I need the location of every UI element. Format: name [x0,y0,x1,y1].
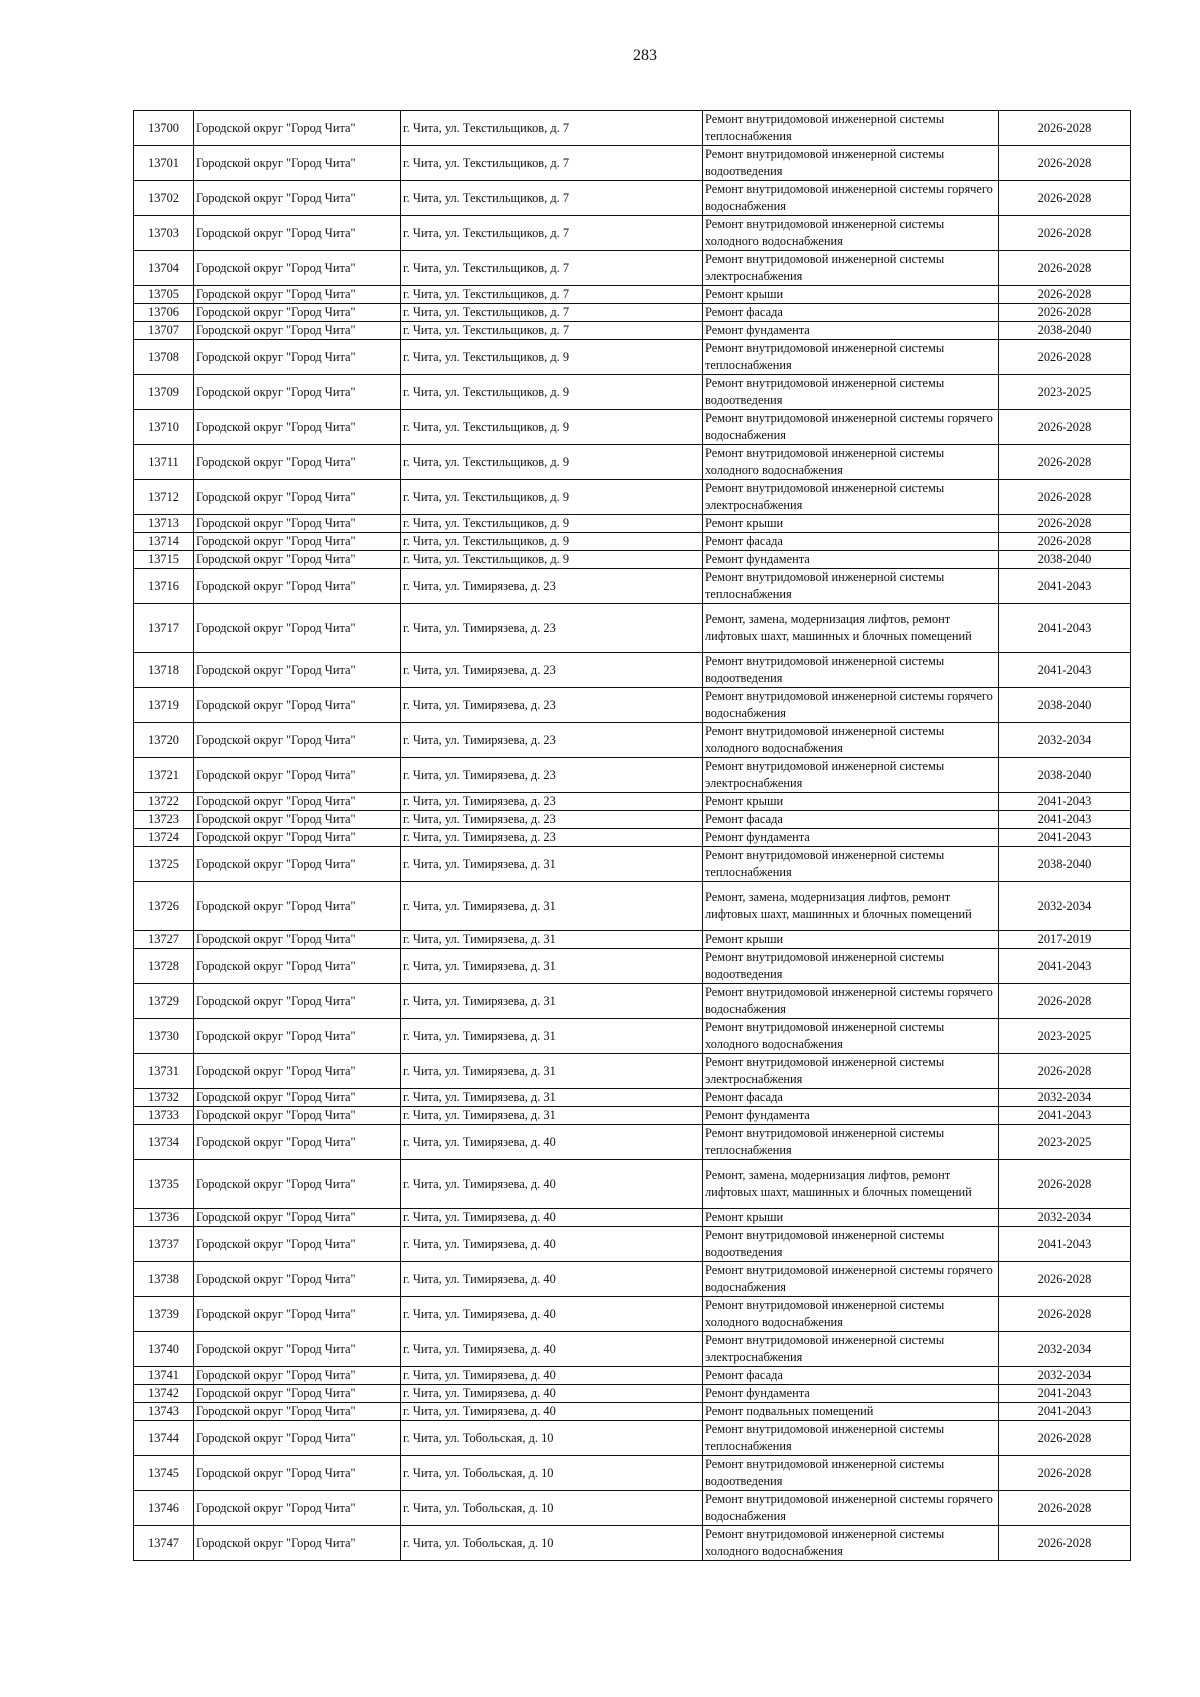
row-number-cell: 13744 [134,1421,194,1456]
period-cell: 2041-2043 [999,653,1131,688]
period-cell: 2026-2028 [999,1160,1131,1209]
work-type-cell: Ремонт, замена, модернизация лифтов, ремонт лифтовых шахт, машинных и блочных помещений [703,882,999,931]
municipality-cell: Городской округ "Город Чита" [194,410,401,445]
address-cell: г. Чита, ул. Тимирязева, д. 40 [401,1227,703,1262]
municipality-cell: Городской округ "Город Чита" [194,758,401,793]
work-type-cell: Ремонт внутридомовой инженерной системы горячего водоснабжения [703,410,999,445]
row-number-cell: 13726 [134,882,194,931]
address-cell: г. Чита, ул. Тимирязева, д. 23 [401,653,703,688]
municipality-cell: Городской округ "Город Чита" [194,480,401,515]
table-row [134,931,1131,949]
period-cell: 2026-2028 [999,1297,1131,1332]
work-type-cell: Ремонт внутридомовой инженерной системы электроснабжения [703,251,999,286]
row-number-cell: 13713 [134,515,194,533]
municipality-cell: Городской округ "Город Чита" [194,1107,401,1125]
municipality-cell: Городской округ "Город Чита" [194,984,401,1019]
municipality-cell: Городской округ "Город Чита" [194,1125,401,1160]
row-number-cell: 13736 [134,1209,194,1227]
address-cell: г. Чита, ул. Тимирязева, д. 23 [401,811,703,829]
work-type-cell: Ремонт внутридомовой инженерной системы холодного водоснабжения [703,445,999,480]
work-type-cell: Ремонт внутридомовой инженерной системы теплоснабжения [703,111,999,146]
period-cell: 2038-2040 [999,758,1131,793]
work-type-cell: Ремонт внутридомовой инженерной системы электроснабжения [703,480,999,515]
table-row [134,304,1131,322]
table-row [134,1526,1131,1561]
municipality-cell: Городской округ "Город Чита" [194,604,401,653]
period-cell: 2026-2028 [999,1054,1131,1089]
table-row [134,286,1131,304]
work-type-cell: Ремонт крыши [703,515,999,533]
address-cell: г. Чита, ул. Текстильщиков, д. 9 [401,515,703,533]
municipality-cell: Городской округ "Город Чита" [194,1385,401,1403]
period-cell: 2026-2028 [999,146,1131,181]
table-row [134,811,1131,829]
period-cell: 2026-2028 [999,111,1131,146]
row-number-cell: 13728 [134,949,194,984]
municipality-cell: Городской округ "Город Чита" [194,551,401,569]
period-cell: 2041-2043 [999,1107,1131,1125]
address-cell: г. Чита, ул. Текстильщиков, д. 9 [401,533,703,551]
municipality-cell: Городской округ "Город Чита" [194,251,401,286]
address-cell: г. Чита, ул. Тимирязева, д. 40 [401,1125,703,1160]
address-cell: г. Чита, ул. Тимирязева, д. 31 [401,931,703,949]
address-cell: г. Чита, ул. Текстильщиков, д. 9 [401,410,703,445]
period-cell: 2023-2025 [999,375,1131,410]
row-number-cell: 13717 [134,604,194,653]
municipality-cell: Городской округ "Город Чита" [194,793,401,811]
row-number-cell: 13719 [134,688,194,723]
work-type-cell: Ремонт внутридомовой инженерной системы холодного водоснабжения [703,1297,999,1332]
work-type-cell: Ремонт фундамента [703,829,999,847]
address-cell: г. Чита, ул. Тобольская, д. 10 [401,1456,703,1491]
address-cell: г. Чита, ул. Тимирязева, д. 40 [401,1160,703,1209]
table-row [134,216,1131,251]
period-cell: 2026-2028 [999,1526,1131,1561]
municipality-cell: Городской округ "Город Чита" [194,375,401,410]
page-number: 283 [633,47,657,64]
municipality-cell: Городской округ "Город Чита" [194,146,401,181]
address-cell: г. Чита, ул. Тимирязева, д. 31 [401,1089,703,1107]
table-row [134,375,1131,410]
work-type-cell: Ремонт внутридомовой инженерной системы электроснабжения [703,758,999,793]
address-cell: г. Чита, ул. Тобольская, д. 10 [401,1491,703,1526]
period-cell: 2017-2019 [999,931,1131,949]
address-cell: г. Чита, ул. Тимирязева, д. 23 [401,688,703,723]
address-cell: г. Чита, ул. Тимирязева, д. 23 [401,793,703,811]
municipality-cell: Городской округ "Город Чита" [194,1456,401,1491]
table-row [134,829,1131,847]
period-cell: 2041-2043 [999,604,1131,653]
period-cell: 2032-2034 [999,882,1131,931]
table-row [134,146,1131,181]
table-row [134,1089,1131,1107]
period-cell: 2026-2028 [999,304,1131,322]
work-type-cell: Ремонт фундамента [703,551,999,569]
row-number-cell: 13701 [134,146,194,181]
work-type-cell: Ремонт внутридомовой инженерной системы горячего водоснабжения [703,1491,999,1526]
work-type-cell: Ремонт внутридомовой инженерной системы теплоснабжения [703,1125,999,1160]
row-number-cell: 13712 [134,480,194,515]
work-type-cell: Ремонт внутридомовой инженерной системы водоотведения [703,146,999,181]
row-number-cell: 13714 [134,533,194,551]
period-cell: 2041-2043 [999,949,1131,984]
address-cell: г. Чита, ул. Текстильщиков, д. 9 [401,551,703,569]
period-cell: 2026-2028 [999,251,1131,286]
row-number-cell: 13706 [134,304,194,322]
table-row [134,604,1131,653]
period-cell: 2041-2043 [999,829,1131,847]
table-row [134,1209,1131,1227]
municipality-cell: Городской округ "Город Чита" [194,1262,401,1297]
row-number-cell: 13708 [134,340,194,375]
municipality-cell: Городской округ "Город Чита" [194,569,401,604]
table-row [134,1160,1131,1209]
address-cell: г. Чита, ул. Текстильщиков, д. 7 [401,146,703,181]
address-cell: г. Чита, ул. Тимирязева, д. 31 [401,1019,703,1054]
row-number-cell: 13700 [134,111,194,146]
table-row [134,1403,1131,1421]
work-type-cell: Ремонт внутридомовой инженерной системы водоотведения [703,1456,999,1491]
period-cell: 2026-2028 [999,480,1131,515]
municipality-cell: Городской округ "Город Чита" [194,1526,401,1561]
row-number-cell: 13711 [134,445,194,480]
table-row [134,1107,1131,1125]
row-number-cell: 13724 [134,829,194,847]
work-type-cell: Ремонт внутридомовой инженерной системы теплоснабжения [703,847,999,882]
work-type-cell: Ремонт фундамента [703,1107,999,1125]
address-cell: г. Чита, ул. Тимирязева, д. 40 [401,1332,703,1367]
work-type-cell: Ремонт внутридомовой инженерной системы холодного водоснабжения [703,216,999,251]
row-number-cell: 13731 [134,1054,194,1089]
address-cell: г. Чита, ул. Тимирязева, д. 31 [401,949,703,984]
table-row [134,793,1131,811]
table-row [134,758,1131,793]
period-cell: 2041-2043 [999,1403,1131,1421]
work-type-cell: Ремонт внутридомовой инженерной системы теплоснабжения [703,340,999,375]
table-row [134,1262,1131,1297]
table-row [134,1125,1131,1160]
table-row [134,111,1131,146]
row-number-cell: 13703 [134,216,194,251]
period-cell: 2026-2028 [999,533,1131,551]
municipality-cell: Городской округ "Город Чита" [194,1209,401,1227]
municipality-cell: Городской округ "Город Чита" [194,111,401,146]
row-number-cell: 13747 [134,1526,194,1561]
table-row [134,653,1131,688]
address-cell: г. Чита, ул. Тимирязева, д. 40 [401,1367,703,1385]
period-cell: 2041-2043 [999,811,1131,829]
municipality-cell: Городской округ "Город Чита" [194,1227,401,1262]
row-number-cell: 13746 [134,1491,194,1526]
period-cell: 2032-2034 [999,1332,1131,1367]
row-number-cell: 13709 [134,375,194,410]
work-type-cell: Ремонт внутридомовой инженерной системы электроснабжения [703,1054,999,1089]
period-cell: 2032-2034 [999,723,1131,758]
row-number-cell: 13739 [134,1297,194,1332]
address-cell: г. Чита, ул. Тимирязева, д. 23 [401,829,703,847]
period-cell: 2026-2028 [999,1262,1131,1297]
work-type-cell: Ремонт внутридомовой инженерной системы холодного водоснабжения [703,1526,999,1561]
table-row [134,984,1131,1019]
work-type-cell: Ремонт, замена, модернизация лифтов, ремонт лифтовых шахт, машинных и блочных помещений [703,1160,999,1209]
work-type-cell: Ремонт внутридомовой инженерной системы горячего водоснабжения [703,688,999,723]
address-cell: г. Чита, ул. Текстильщиков, д. 7 [401,286,703,304]
municipality-cell: Городской округ "Город Чита" [194,829,401,847]
work-type-cell: Ремонт внутридомовой инженерной системы водоотведения [703,653,999,688]
work-type-cell: Ремонт внутридомовой инженерной системы холодного водоснабжения [703,723,999,758]
period-cell: 2026-2028 [999,340,1131,375]
table-row [134,410,1131,445]
municipality-cell: Городской округ "Город Чита" [194,304,401,322]
address-cell: г. Чита, ул. Тимирязева, д. 23 [401,569,703,604]
municipality-cell: Городской округ "Город Чита" [194,533,401,551]
address-cell: г. Чита, ул. Текстильщиков, д. 9 [401,480,703,515]
row-number-cell: 13735 [134,1160,194,1209]
municipality-cell: Городской округ "Город Чита" [194,1421,401,1456]
period-cell: 2038-2040 [999,847,1131,882]
table-row [134,1491,1131,1526]
work-type-cell: Ремонт фасада [703,1367,999,1385]
work-type-cell: Ремонт крыши [703,1209,999,1227]
municipality-cell: Городской округ "Город Чита" [194,688,401,723]
work-type-cell: Ремонт, замена, модернизация лифтов, ремонт лифтовых шахт, машинных и блочных помещений [703,604,999,653]
period-cell: 2032-2034 [999,1367,1131,1385]
repair-schedule-table [133,110,1131,1561]
table-row [134,533,1131,551]
period-cell: 2023-2025 [999,1125,1131,1160]
period-cell: 2026-2028 [999,1456,1131,1491]
address-cell: г. Чита, ул. Текстильщиков, д. 7 [401,304,703,322]
period-cell: 2026-2028 [999,984,1131,1019]
row-number-cell: 13721 [134,758,194,793]
address-cell: г. Чита, ул. Тобольская, д. 10 [401,1526,703,1561]
period-cell: 2038-2040 [999,688,1131,723]
row-number-cell: 13704 [134,251,194,286]
row-number-cell: 13740 [134,1332,194,1367]
address-cell: г. Чита, ул. Тимирязева, д. 31 [401,1054,703,1089]
table-row [134,515,1131,533]
period-cell: 2032-2034 [999,1089,1131,1107]
municipality-cell: Городской округ "Город Чита" [194,1297,401,1332]
period-cell: 2026-2028 [999,181,1131,216]
row-number-cell: 13737 [134,1227,194,1262]
address-cell: г. Чита, ул. Тимирязева, д. 23 [401,758,703,793]
period-cell: 2026-2028 [999,445,1131,480]
municipality-cell: Городской округ "Город Чита" [194,340,401,375]
work-type-cell: Ремонт фундамента [703,322,999,340]
table-body [134,111,1131,1561]
municipality-cell: Городской округ "Город Чита" [194,949,401,984]
municipality-cell: Городской округ "Город Чита" [194,322,401,340]
period-cell: 2026-2028 [999,515,1131,533]
table-row [134,1227,1131,1262]
table-row [134,1019,1131,1054]
table-row [134,1385,1131,1403]
work-type-cell: Ремонт внутридомовой инженерной системы водоотведения [703,1227,999,1262]
work-type-cell: Ремонт фасада [703,533,999,551]
table-row [134,1367,1131,1385]
address-cell: г. Чита, ул. Тимирязева, д. 40 [401,1209,703,1227]
table-row [134,1421,1131,1456]
municipality-cell: Городской округ "Город Чита" [194,811,401,829]
work-type-cell: Ремонт фасада [703,304,999,322]
work-type-cell: Ремонт фасада [703,811,999,829]
address-cell: г. Чита, ул. Тимирязева, д. 40 [401,1297,703,1332]
row-number-cell: 13702 [134,181,194,216]
address-cell: г. Чита, ул. Текстильщиков, д. 7 [401,322,703,340]
municipality-cell: Городской округ "Город Чита" [194,1332,401,1367]
table-row [134,882,1131,931]
table-row [134,340,1131,375]
municipality-cell: Городской округ "Город Чита" [194,1019,401,1054]
table-row [134,1332,1131,1367]
table-row [134,723,1131,758]
table-row [134,251,1131,286]
address-cell: г. Чита, ул. Текстильщиков, д. 9 [401,340,703,375]
row-number-cell: 13716 [134,569,194,604]
period-cell: 2026-2028 [999,1421,1131,1456]
address-cell: г. Чита, ул. Тобольская, д. 10 [401,1421,703,1456]
table-row [134,1054,1131,1089]
table-row [134,445,1131,480]
municipality-cell: Городской округ "Город Чита" [194,931,401,949]
table-row [134,551,1131,569]
work-type-cell: Ремонт внутридомовой инженерной системы водоотведения [703,949,999,984]
work-type-cell: Ремонт внутридомовой инженерной системы горячего водоснабжения [703,1262,999,1297]
period-cell: 2026-2028 [999,1491,1131,1526]
municipality-cell: Городской округ "Город Чита" [194,515,401,533]
table-row [134,688,1131,723]
municipality-cell: Городской округ "Город Чита" [194,1367,401,1385]
address-cell: г. Чита, ул. Тимирязева, д. 31 [401,984,703,1019]
municipality-cell: Городской округ "Город Чита" [194,181,401,216]
address-cell: г. Чита, ул. Текстильщиков, д. 7 [401,251,703,286]
row-number-cell: 13718 [134,653,194,688]
work-type-cell: Ремонт внутридомовой инженерной системы теплоснабжения [703,1421,999,1456]
municipality-cell: Городской округ "Город Чита" [194,1491,401,1526]
row-number-cell: 13745 [134,1456,194,1491]
period-cell: 2032-2034 [999,1209,1131,1227]
row-number-cell: 13710 [134,410,194,445]
period-cell: 2026-2028 [999,286,1131,304]
work-type-cell: Ремонт внутридомовой инженерной системы горячего водоснабжения [703,984,999,1019]
table-row [134,1456,1131,1491]
period-cell: 2026-2028 [999,216,1131,251]
work-type-cell: Ремонт внутридомовой инженерной системы электроснабжения [703,1332,999,1367]
address-cell: г. Чита, ул. Текстильщиков, д. 9 [401,375,703,410]
table-row [134,569,1131,604]
address-cell: г. Чита, ул. Тимирязева, д. 40 [401,1403,703,1421]
period-cell: 2041-2043 [999,1385,1131,1403]
address-cell: г. Чита, ул. Тимирязева, д. 23 [401,723,703,758]
municipality-cell: Городской округ "Город Чита" [194,445,401,480]
work-type-cell: Ремонт фундамента [703,1385,999,1403]
work-type-cell: Ремонт крыши [703,286,999,304]
work-type-cell: Ремонт крыши [703,793,999,811]
table-row [134,847,1131,882]
municipality-cell: Городской округ "Город Чита" [194,216,401,251]
work-type-cell: Ремонт внутридомовой инженерной системы горячего водоснабжения [703,181,999,216]
address-cell: г. Чита, ул. Тимирязева, д. 31 [401,882,703,931]
municipality-cell: Городской округ "Город Чита" [194,847,401,882]
work-type-cell: Ремонт фасада [703,1089,999,1107]
address-cell: г. Чита, ул. Тимирязева, д. 31 [401,847,703,882]
work-type-cell: Ремонт внутридомовой инженерной системы водоотведения [703,375,999,410]
table-row [134,322,1131,340]
municipality-cell: Городской округ "Город Чита" [194,1160,401,1209]
row-number-cell: 13743 [134,1403,194,1421]
work-type-cell: Ремонт внутридомовой инженерной системы холодного водоснабжения [703,1019,999,1054]
period-cell: 2041-2043 [999,793,1131,811]
address-cell: г. Чита, ул. Тимирязева, д. 23 [401,604,703,653]
row-number-cell: 13729 [134,984,194,1019]
municipality-cell: Городской округ "Город Чита" [194,1403,401,1421]
address-cell: г. Чита, ул. Текстильщиков, д. 7 [401,181,703,216]
row-number-cell: 13715 [134,551,194,569]
address-cell: г. Чита, ул. Тимирязева, д. 31 [401,1107,703,1125]
row-number-cell: 13723 [134,811,194,829]
row-number-cell: 13727 [134,931,194,949]
municipality-cell: Городской округ "Город Чита" [194,882,401,931]
address-cell: г. Чита, ул. Тимирязева, д. 40 [401,1385,703,1403]
municipality-cell: Городской округ "Город Чита" [194,1089,401,1107]
address-cell: г. Чита, ул. Текстильщиков, д. 7 [401,111,703,146]
row-number-cell: 13732 [134,1089,194,1107]
municipality-cell: Городской округ "Город Чита" [194,723,401,758]
row-number-cell: 13734 [134,1125,194,1160]
row-number-cell: 13722 [134,793,194,811]
municipality-cell: Городской округ "Город Чита" [194,653,401,688]
municipality-cell: Городской округ "Город Чита" [194,286,401,304]
period-cell: 2038-2040 [999,322,1131,340]
address-cell: г. Чита, ул. Текстильщиков, д. 9 [401,445,703,480]
row-number-cell: 13730 [134,1019,194,1054]
row-number-cell: 13741 [134,1367,194,1385]
row-number-cell: 13733 [134,1107,194,1125]
row-number-cell: 13742 [134,1385,194,1403]
period-cell: 2026-2028 [999,410,1131,445]
table-row [134,480,1131,515]
table-row [134,949,1131,984]
period-cell: 2041-2043 [999,569,1131,604]
row-number-cell: 13725 [134,847,194,882]
table-row [134,1297,1131,1332]
work-type-cell: Ремонт подвальных помещений [703,1403,999,1421]
address-cell: г. Чита, ул. Текстильщиков, д. 7 [401,216,703,251]
row-number-cell: 13707 [134,322,194,340]
table-row [134,181,1131,216]
period-cell: 2023-2025 [999,1019,1131,1054]
work-type-cell: Ремонт внутридомовой инженерной системы теплоснабжения [703,569,999,604]
period-cell: 2041-2043 [999,1227,1131,1262]
address-cell: г. Чита, ул. Тимирязева, д. 40 [401,1262,703,1297]
row-number-cell: 13720 [134,723,194,758]
work-type-cell: Ремонт крыши [703,931,999,949]
municipality-cell: Городской округ "Город Чита" [194,1054,401,1089]
row-number-cell: 13705 [134,286,194,304]
row-number-cell: 13738 [134,1262,194,1297]
period-cell: 2038-2040 [999,551,1131,569]
